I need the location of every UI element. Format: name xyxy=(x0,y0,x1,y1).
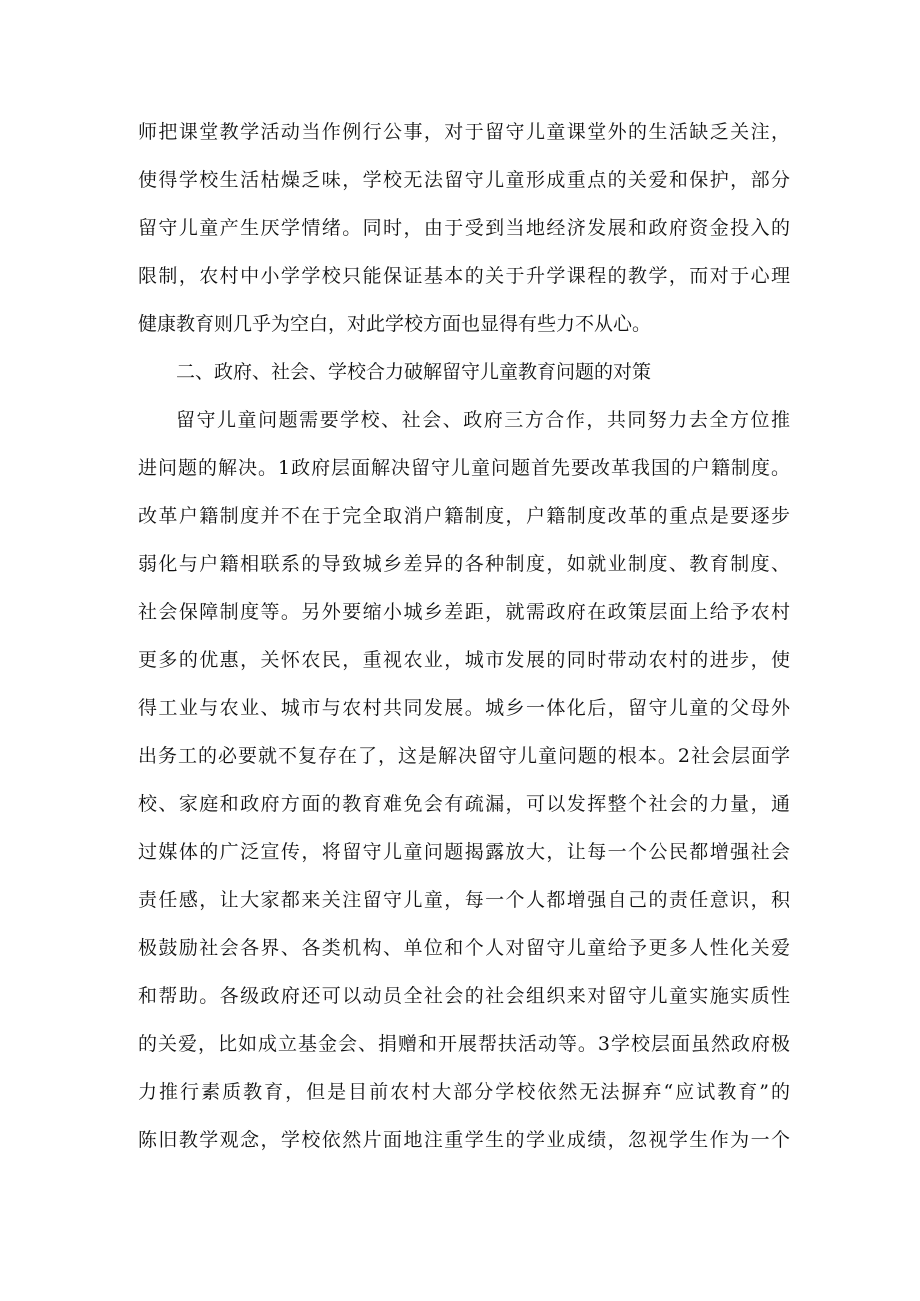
section-heading xyxy=(138,348,790,396)
text-line: 师把课堂教学活动当作例行公事，对于留守儿童课堂外的生活缺乏关注， xyxy=(138,121,790,143)
text-line: 的关爱，比如成立基金会、捐赠和开展帮扶活动等。3学校层面虽然政府极 xyxy=(138,1033,790,1055)
paragraph xyxy=(138,108,790,348)
text-line: 极鼓励社会各界、各类机构、单位和个人对留守儿童给予更多人性化关爱 xyxy=(138,937,790,959)
text-line: 限制，农村中小学学校只能保证基本的关于升学课程的教学，而对于心理 xyxy=(138,265,790,287)
document-body xyxy=(138,108,790,1164)
text-line: 和帮助。各级政府还可以动员全社会的社会组织来对留守儿童实施实质性 xyxy=(138,985,790,1007)
text-line: 使得学校生活枯燥乏味，学校无法留守儿童形成重点的关爱和保护，部分 xyxy=(138,169,790,191)
text-line: 力推行素质教育，但是目前农村大部分学校依然无法摒弃“应试教育”的 xyxy=(138,1081,790,1103)
text-line: 过媒体的广泛宣传，将留守儿童问题揭露放大，让每一个公民都增强社会 xyxy=(138,841,790,863)
text-line: 留守儿童产生厌学情绪。同时，由于受到当地经济发展和政府资金投入的 xyxy=(138,217,790,239)
text-line: 改革户籍制度并不在于完全取消户籍制度，户籍制度改革的重点是要逐步 xyxy=(138,505,790,527)
text-line: 健康教育则几乎为空白，对此学校方面也显得有些力不从心。 xyxy=(138,313,652,335)
text-line: 出务工的必要就不复存在了，这是解决留守儿童问题的根本。2社会层面学 xyxy=(138,745,790,767)
paragraph xyxy=(138,396,790,1164)
text-line: 更多的优惠，关怀农民，重视农业，城市发展的同时带动农村的进步，使 xyxy=(138,649,790,671)
heading-text: 二、政府、社会、学校合力破解留守儿童教育问题的对策 xyxy=(176,361,652,383)
text-line: 责任感，让大家都来关注留守儿童，每一个人都增强自己的责任意识，积 xyxy=(138,889,790,911)
text-line: 社会保障制度等。另外要缩小城乡差距，就需政府在政策层面上给予农村 xyxy=(138,601,790,623)
text-line: 陈旧教学观念，学校依然片面地注重学生的学业成绩，忽视学生作为一个 xyxy=(138,1129,790,1151)
text-line: 校、家庭和政府方面的教育难免会有疏漏，可以发挥整个社会的力量，通 xyxy=(138,793,790,815)
text-line: 进问题的解决。1政府层面解决留守儿童问题首先要改革我国的户籍制度。 xyxy=(138,457,790,479)
text-line: 留守儿童问题需要学校、社会、政府三方合作，共同努力去全方位推 xyxy=(176,409,790,431)
text-line: 弱化与户籍相联系的导致城乡差异的各种制度，如就业制度、教育制度、 xyxy=(138,553,790,575)
text-line: 得工业与农业、城市与农村共同发展。城乡一体化后，留守儿童的父母外 xyxy=(138,697,790,719)
